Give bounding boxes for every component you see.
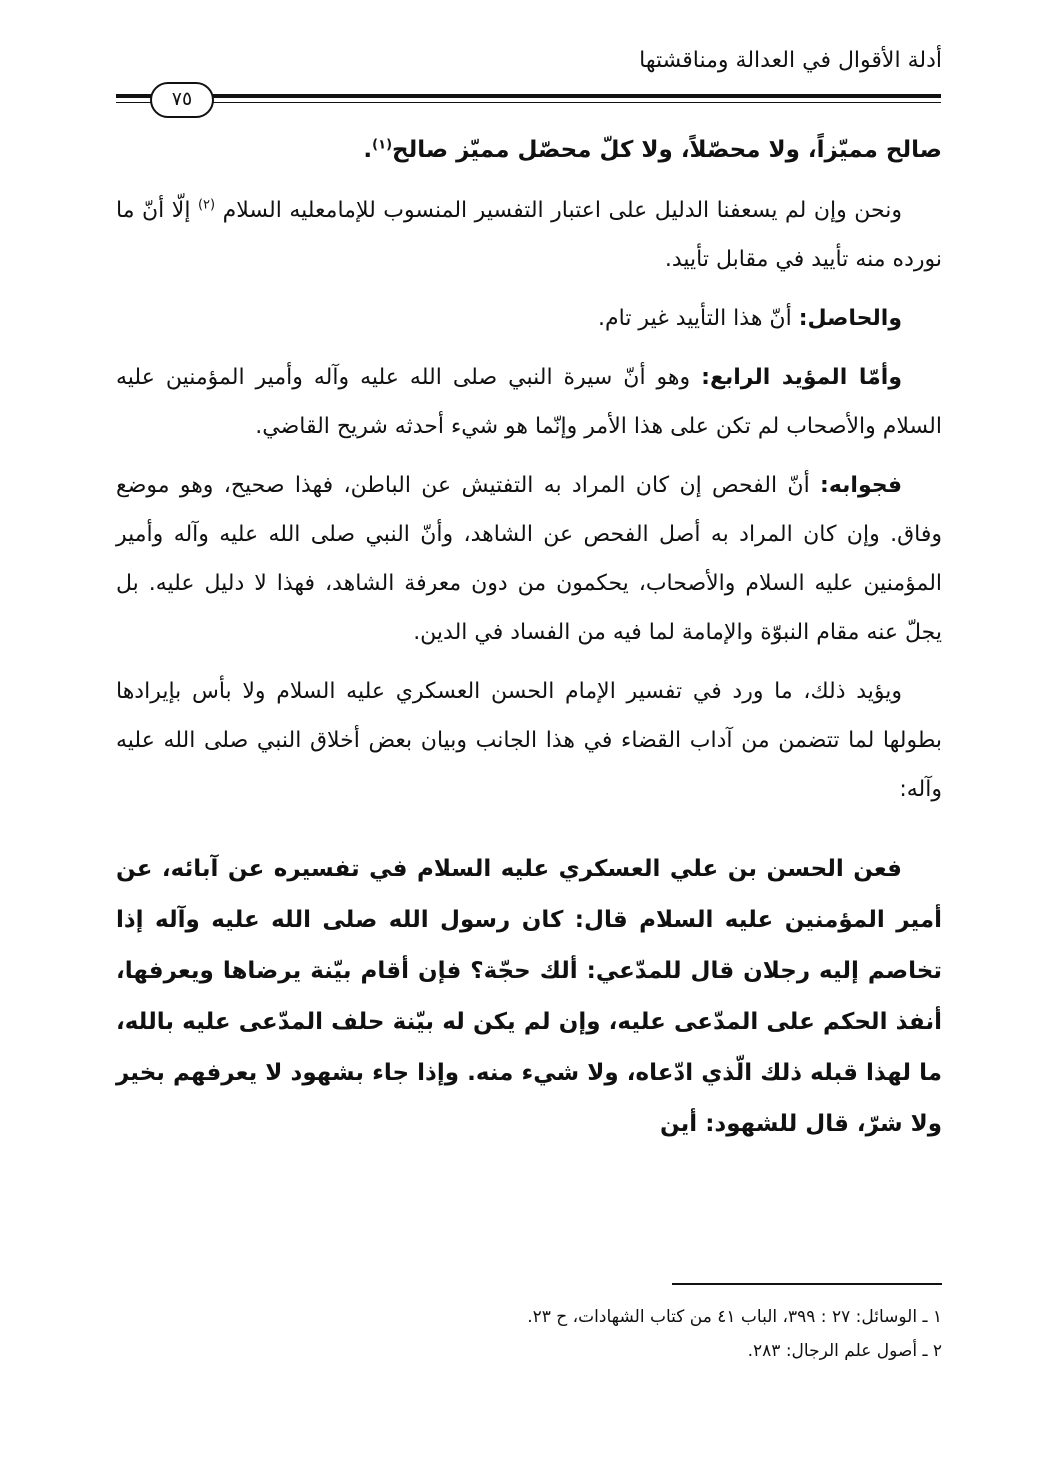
honorific-imam: عليه السلام <box>639 907 774 933</box>
running-title: أدلة الأقوال في العدالة ومناقشتها <box>639 48 942 73</box>
honorific-imam: عليه السلام <box>416 856 550 882</box>
honorific-prophet: صلى الله عليه وآله <box>313 365 498 390</box>
p4-lead: وأمّا المؤيد الرابع: <box>701 365 902 390</box>
paragraph-5 <box>116 461 942 657</box>
p7-text-d: إذا تخاصم إليه رجلان قال للمدّعي: ألك حجّة؟ فإن أقام بيّنة يرضاها ويعرفها، أنفذ الحكم على المدّعى عليه، وإن لم يكن له بيّنة حلف المدّعى عليه بالله، ما لهذا قبله ذلك الّذي ادّعاه، ولا شيء منه. وإذا جاء بشهود لا يعرفهم بخير ولا شرّ، قال للشهود: أين <box>116 907 942 1137</box>
footnote-ref-1[interactable]: (١) <box>372 137 393 153</box>
honorific-imam: عليه السلام <box>745 571 854 596</box>
p5-text-a: أنّ الفحص إن كان المراد به التفتيش عن الباطن، فهذا صحيح، وهو موضع وفاق. وإن كان المراد به أصل الفحص عن الشاهد، وأنّ النبي <box>116 473 942 547</box>
honorific-prophet: صلى الله عليه وآله <box>116 728 942 802</box>
p1-end: . <box>363 137 373 163</box>
honorific-imam: عليه السلام <box>276 679 385 704</box>
page-number: ٧٥ <box>150 82 214 118</box>
p5-text-b: وأمير المؤمنين <box>116 522 943 596</box>
footnote-2: ٢ ـ أصول علم الرجال: ٢٨٣. <box>747 1341 942 1361</box>
p5-text-c: والأصحاب، يحكمون من دون معرفة الشاهد، فهذا لا دليل عليه. بل يجلّ عنه مقام النبوّة والإمامة لما فيه من الفساد في الدين. <box>116 571 942 645</box>
p4-text-a: وهو أنّ سيرة النبي <box>508 365 691 390</box>
paragraph-4 <box>116 353 942 451</box>
p3-lead: والحاصل: <box>798 306 902 331</box>
footnote-ref-2[interactable]: (٢) <box>197 197 216 213</box>
p7-text-b: في تفسيره عن آبائه، عن أمير المؤمنين <box>116 856 943 933</box>
p2-text-b: إلّا أنّ ما نورده منه تأييد في مقابل تأييد. <box>116 198 942 272</box>
p4-text-c: والأصحاب لم تكن على هذا الأمر وإنّما هو شيء أحدثه شريح القاضي. <box>255 414 876 439</box>
p2-text-a: ونحن وإن لم يسعفنا الدليل على اعتبار التفسير المنسوب للإمام <box>325 198 902 223</box>
paragraph-7-hadith <box>116 844 942 1150</box>
p1-text: صالح مميّزاً، ولا محصّلاً، ولا كلّ محصّل مميّز صالح <box>392 137 942 163</box>
honorific-prophet: صلى الله عليه وآله <box>155 907 378 933</box>
paragraph-6 <box>116 667 942 814</box>
paragraph-2 <box>116 186 942 284</box>
p6-text-b: ولا بأس بإيرادها بطولها لما تتضمن من آداب القضاء في هذا الجانب وبيان بعض أخلاق النبي <box>116 679 942 753</box>
footnote-separator <box>672 1283 942 1285</box>
paragraph-1 <box>116 125 942 176</box>
p4-text-b: وأمير المؤمنين <box>165 365 303 390</box>
p6-end: : <box>899 777 907 802</box>
p7-text-a: فعن الحسن بن علي العسكري <box>558 856 902 882</box>
p3-text: أنّ هذا التأييد غير تام. <box>598 306 792 331</box>
footnote-1: ١ ـ الوسائل: ٢٧ : ٣٩٩، الباب ٤١ من كتاب الشهادات، ح ٢٣. <box>527 1307 942 1327</box>
p5-lead: فجوابه: <box>820 473 903 498</box>
footnotes <box>116 1300 942 1368</box>
p7-text-c: قال: كان رسول الله <box>388 907 628 933</box>
paragraph-3 <box>116 294 942 343</box>
p6-text-a: ويؤيد ذلك، ما ورد في تفسير الإمام الحسن العسكري <box>395 679 902 704</box>
honorific-imam: عليه السلام <box>116 365 942 439</box>
honorific-prophet: صلى الله عليه وآله <box>173 522 356 547</box>
main-text <box>116 125 942 1150</box>
honorific-imam: عليه السلام <box>222 198 326 223</box>
header-rule <box>116 94 941 103</box>
